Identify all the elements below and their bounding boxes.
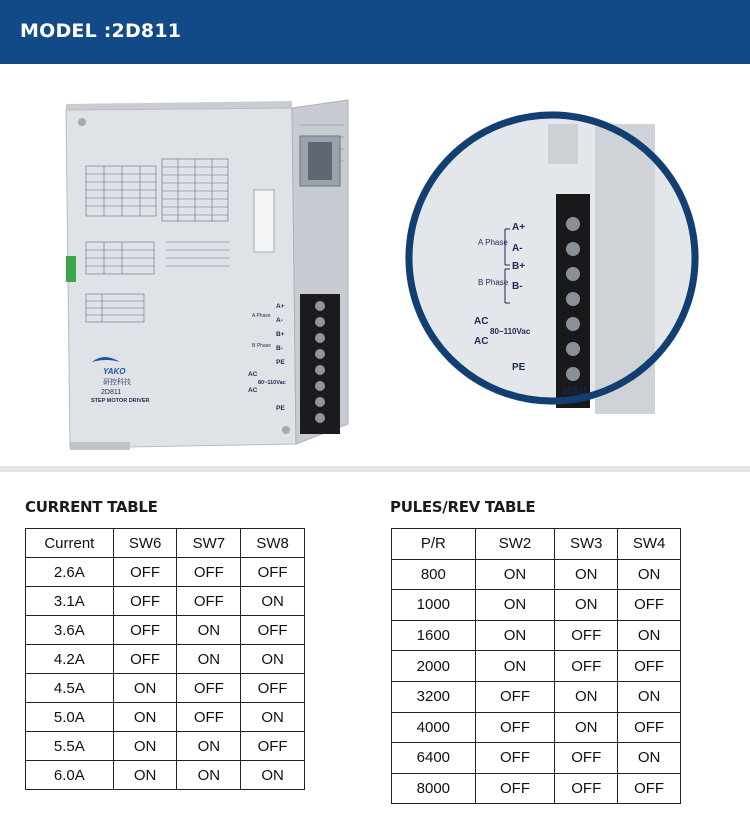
zoom-voltage: 80~110Vac	[490, 327, 531, 336]
table-cell: OFF	[475, 743, 555, 774]
header-cell: SW7	[177, 529, 241, 558]
table-cell: ON	[475, 559, 555, 590]
zoom-model: 2D811	[562, 386, 588, 396]
table-cell: ON	[618, 681, 681, 712]
table-cell: 4.5A	[26, 674, 114, 703]
device-ac-1: AC	[248, 371, 258, 378]
header-cell: P/R	[392, 529, 476, 560]
table-cell: OFF	[113, 558, 177, 587]
table-row	[392, 743, 681, 774]
table-cell: 4000	[392, 712, 476, 743]
table-row	[26, 587, 305, 616]
zoom-a-plus: A+	[512, 222, 526, 233]
section-divider	[0, 466, 750, 472]
table-row	[392, 651, 681, 682]
device-ac-2: AC	[248, 387, 258, 394]
table-cell: OFF	[555, 773, 618, 804]
device-b-plus: B+	[276, 331, 285, 338]
table-row	[392, 681, 681, 712]
table-cell: ON	[113, 674, 177, 703]
table-cell: ON	[618, 743, 681, 774]
header-cell: SW3	[555, 529, 618, 560]
zoom-b-minus: B-	[512, 281, 523, 292]
table-header-row	[26, 529, 305, 558]
table-cell: OFF	[177, 587, 241, 616]
table-cell: OFF	[113, 616, 177, 645]
table-cell: 6.0A	[26, 761, 114, 790]
device-a-minus: A-	[276, 317, 283, 324]
table-cell: OFF	[177, 558, 241, 587]
product-photo	[0, 64, 750, 468]
table-cell: 3200	[392, 681, 476, 712]
table-cell: OFF	[113, 587, 177, 616]
table-cell: ON	[113, 703, 177, 732]
zoom-ac-2: AC	[474, 336, 489, 347]
table-cell: 8000	[392, 773, 476, 804]
table-cell: OFF	[241, 674, 305, 703]
table-cell: OFF	[555, 620, 618, 651]
table-cell: OFF	[618, 773, 681, 804]
table-cell: OFF	[177, 674, 241, 703]
device-a-plus: A+	[276, 303, 285, 310]
device-voltage: 80~110Vac	[258, 380, 286, 386]
table-row	[26, 703, 305, 732]
table-cell: 2000	[392, 651, 476, 682]
table-cell: OFF	[475, 712, 555, 743]
header-cell: SW8	[241, 529, 305, 558]
table-cell: OFF	[241, 732, 305, 761]
table-cell: OFF	[475, 773, 555, 804]
table-cell: 1000	[392, 590, 476, 621]
table-cell: OFF	[618, 712, 681, 743]
table-cell: ON	[241, 587, 305, 616]
zoom-b-plus: B+	[512, 261, 526, 272]
zoom-pe: PE	[512, 362, 526, 373]
table-cell: OFF	[241, 616, 305, 645]
zoom-phase-b: B Phase	[478, 278, 509, 287]
table-cell: ON	[555, 590, 618, 621]
table-cell: ON	[241, 761, 305, 790]
device-pe: PE	[276, 405, 285, 412]
current-table	[25, 528, 305, 790]
zoom-ac-1: AC	[474, 316, 489, 327]
table-cell: 5.0A	[26, 703, 114, 732]
table-cell: ON	[241, 703, 305, 732]
table-cell: ON	[113, 732, 177, 761]
table-cell: ON	[177, 616, 241, 645]
table-cell: 3.1A	[26, 587, 114, 616]
current-table-title: CURRENT TABLE	[25, 498, 158, 516]
header-cell: SW6	[113, 529, 177, 558]
table-cell: 4.2A	[26, 645, 114, 674]
table-cell: OFF	[618, 590, 681, 621]
device-b-minus: B-	[276, 345, 283, 352]
table-row	[392, 712, 681, 743]
table-cell: 1600	[392, 620, 476, 651]
table-header-row	[392, 529, 681, 560]
table-cell: ON	[555, 712, 618, 743]
table-cell: 800	[392, 559, 476, 590]
table-cell: OFF	[113, 645, 177, 674]
table-cell: OFF	[618, 651, 681, 682]
device-brand-cn: 研控科技	[103, 378, 131, 386]
table-row	[26, 732, 305, 761]
table-cell: ON	[618, 620, 681, 651]
device-model: 2D811	[101, 389, 122, 396]
table-cell: ON	[177, 732, 241, 761]
table-row	[26, 674, 305, 703]
table-cell: 2.6A	[26, 558, 114, 587]
table-cell: 6400	[392, 743, 476, 774]
table-cell: ON	[555, 559, 618, 590]
device-pe-upper: PE	[276, 359, 285, 366]
table-cell: 5.5A	[26, 732, 114, 761]
device-subtitle: STEP MOTOR DRIVER	[91, 398, 150, 404]
table-cell: ON	[475, 590, 555, 621]
zoom-phase-a: A Phase	[478, 238, 508, 247]
pules-table	[391, 528, 681, 804]
device-phase-a: A Phase	[252, 313, 271, 319]
table-cell: ON	[177, 645, 241, 674]
table-row	[392, 559, 681, 590]
table-cell: ON	[475, 620, 555, 651]
header-cell: Current	[26, 529, 114, 558]
driver-illustration	[0, 64, 750, 468]
table-cell: ON	[177, 761, 241, 790]
table-cell: ON	[555, 681, 618, 712]
table-cell: ON	[475, 651, 555, 682]
model-title: MODEL :2D811	[20, 20, 182, 42]
table-cell: OFF	[241, 558, 305, 587]
header-banner	[0, 0, 750, 64]
table-cell: ON	[113, 761, 177, 790]
table-row	[26, 558, 305, 587]
table-cell: OFF	[555, 651, 618, 682]
table-row	[26, 616, 305, 645]
table-row	[392, 590, 681, 621]
zoom-inset	[405, 111, 699, 414]
table-cell: OFF	[475, 681, 555, 712]
table-row	[26, 761, 305, 790]
table-cell: OFF	[177, 703, 241, 732]
header-cell: SW4	[618, 529, 681, 560]
table-cell: ON	[241, 645, 305, 674]
table-cell: 3.6A	[26, 616, 114, 645]
table-row	[392, 773, 681, 804]
table-cell: ON	[618, 559, 681, 590]
pules-table-title: PULES/REV TABLE	[390, 498, 536, 516]
table-row	[26, 645, 305, 674]
device-brand: YAKO	[103, 367, 126, 376]
table-row	[392, 620, 681, 651]
header-cell: SW2	[475, 529, 555, 560]
device-phase-b: B Phase	[252, 343, 271, 349]
zoom-a-minus: A-	[512, 243, 523, 254]
table-cell: OFF	[555, 743, 618, 774]
